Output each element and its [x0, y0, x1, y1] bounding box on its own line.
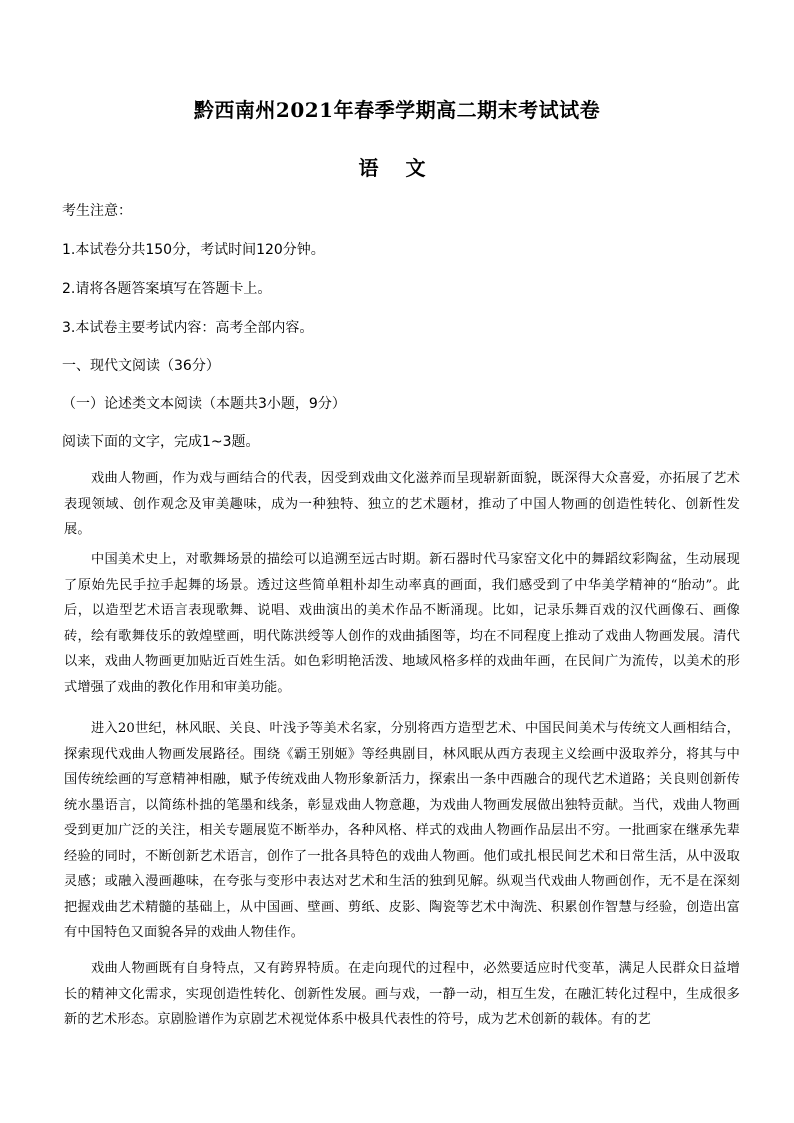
subject-title: 语 文: [358, 156, 436, 180]
exam-title: 黔西南州2021年春季学期高二期末考试试卷: [193, 98, 601, 122]
section-title: 一、现代文阅读（36分）: [62, 358, 220, 374]
passage-paragraph-3: 进入20世纪，林风眠、关良、叶浅予等美术名家，分别将西方造型艺术、中国民间美术与传统文人画相结合，探索现代戏曲人物画发展路径。围绕《霸王别姬》等经典剧目，林风眠从西方表现主义绘画中汲取养分，将其与中国传统绘画的写意精神相融，赋予传统戏曲人物形象新活力，探索出一条中西融合的现代艺术道路；关良则创新传统水墨语言，以简练朴拙的笔墨和线条，彰显戏曲人物意趣，为戏曲人物画发展做出独特贡献。当代，戏曲人物画受到更加广泛的关注，相关专题展览不断举办，各种风格、样式的戏曲人物画作品层出不穷。一批画家在继承先辈经验的同时，不断创新艺术语言，创作了一批各具特色的戏曲人物画。他们或扎根民间艺术和日常生活，从中汲取灵感；或融入漫画趣味，在夸张与变形中表达对艺术和生活的独到见解。纵观当代戏曲人物画创作，无不是在深刻把握戏曲艺术精髓的基础上，从中国画、壁画、剪纸、皮影、陶瓷等艺术中淘洗、积累创作智慧与经验，创造出富有中国特色又面貌各异的戏曲人物佳作。: [64, 721, 740, 940]
notice-item-2: 2.请将各题答案填写在答题卡上。: [62, 281, 272, 297]
notice-heading: 考生注意：: [62, 203, 132, 219]
passage-paragraph-2: 中国美术史上，对歌舞场景的描绘可以追溯至远古时期。新石器时代马家窑文化中的舞蹈纹彩陶盆，生动展现了原始先民手拉手起舞的场景。透过这些简单粗朴却生动率真的画面，我们感受到了中华美学精神的“胎动”。此后，以造型艺术语言表现歌舞、说唱、戏曲演出的美术作品不断涌现。比如，记录乐舞百戏的汉代画像石、画像砖，绘有歌舞伎乐的敦煌壁画，明代陈洪绶等人创作的戏曲插图等，均在不同程度上推动了戏曲人物画发展。清代以来，戏曲人物画更加贴近百姓生活。如色彩明艳活泼、地域风格多样的戏曲年画，在民间广为流传，以美术的形式增强了戏曲的教化作用和审美功能。: [64, 552, 740, 695]
section-instruction: 阅读下面的文字，完成1~3题。: [62, 434, 260, 450]
notice-item-3: 3.本试卷主要考试内容：高考全部内容。: [62, 320, 314, 336]
passage-paragraph-4: 戏曲人物画既有自身特点，又有跨界特质。在走向现代的过程中，必然要适应时代变革，满足人民群众日益增长的精神文化需求，实现创造性转化、创新性发展。画与戏，一静一动，相互生发，在融汇转化过程中，生成很多新的艺术形态。京剧脸谱作为京剧艺术视觉体系中极具代表性的符号，成为艺术创新的载体。有的艺: [64, 961, 740, 1027]
passage-paragraph-1: 戏曲人物画，作为戏与画结合的代表，因受到戏曲文化滋养而呈现崭新面貌，既深得大众喜爱，亦拓展了艺术表现领域、创作观念及审美趣味，成为一种独特、独立的艺术题材，推动了中国人物画的创造性转化、创新性发展。: [64, 471, 740, 537]
notice-item-1: 1.本试卷分共150分，考试时间120分钟。: [62, 242, 325, 258]
section-subtitle: （一）论述类文本阅读（本题共3小题，9分）: [62, 396, 346, 412]
